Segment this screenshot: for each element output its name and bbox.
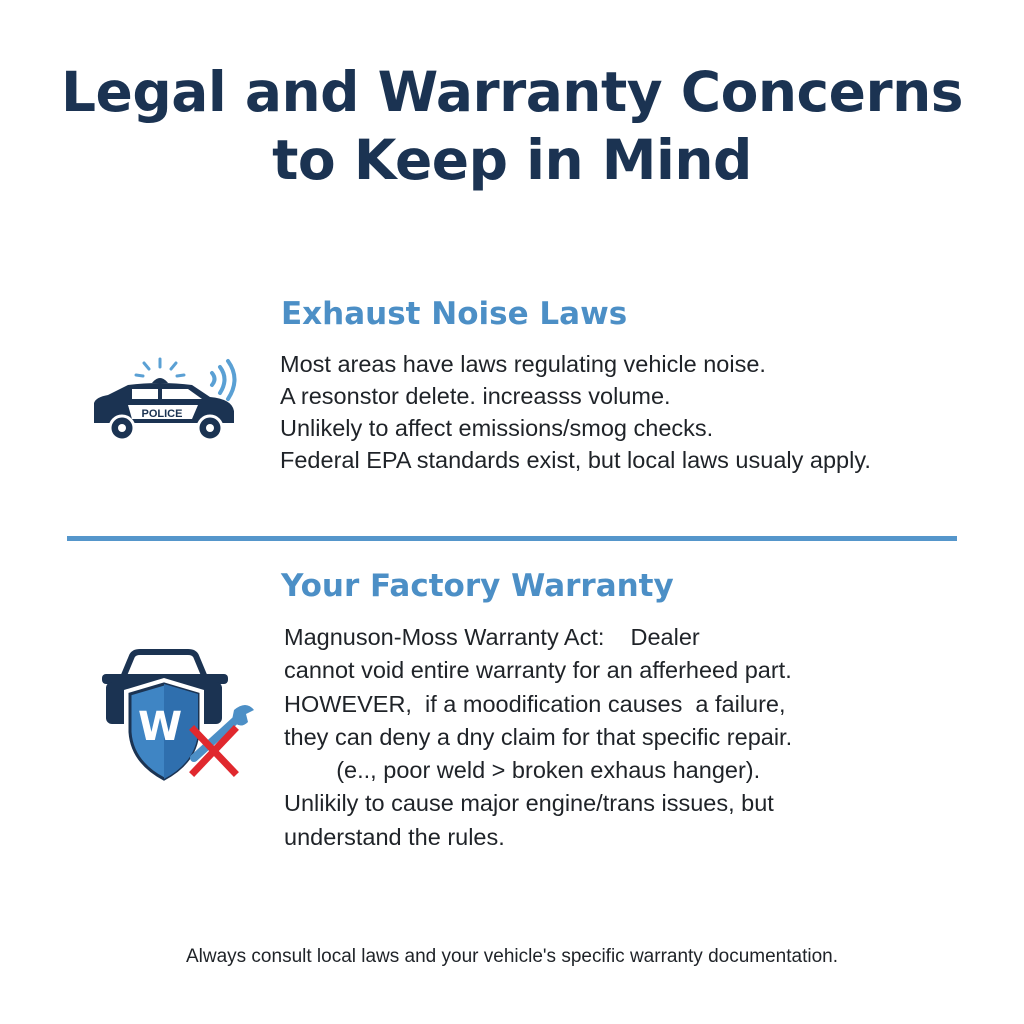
body-line: understand the rules. <box>284 823 505 850</box>
body-line: A resonstor delete. increasss volume. <box>280 383 671 409</box>
section-heading-exhaust-noise-laws: Exhaust Noise Laws <box>281 296 628 332</box>
title-line-1: Legal and Warranty Concerns <box>61 60 963 124</box>
body-line: cannot void entire warranty for an afferheed part. <box>284 657 792 684</box>
body-line: they can deny a dny claim for that specific repair. <box>284 723 793 750</box>
body-line: HOWEVER, if a moodification causes a failure, <box>284 690 786 717</box>
warranty-w-label: W <box>137 704 183 750</box>
body-line: Unlikely to affect emissions/smog checks. <box>280 415 714 441</box>
title-line-2: to Keep in Mind <box>272 128 752 192</box>
police-car-icon <box>88 355 240 443</box>
body-line: (e.., poor weld > broken exhaus hanger). <box>284 757 761 784</box>
footer-note: Always consult local laws and your vehicle's specific warranty documentation. <box>185 946 839 967</box>
body-line: Magnuson-Moss Warranty Act: Dealer <box>284 624 700 650</box>
body-line: Unlikily to cause major engine/trans issues, but <box>284 790 774 817</box>
body-line: Most areas have laws regulating vehicle noise. <box>280 351 766 377</box>
page-title <box>0 58 1024 194</box>
section-body-exhaust-noise-laws <box>280 348 871 476</box>
warranty-shield-icon <box>98 648 258 793</box>
section-body-factory-warranty <box>284 621 792 854</box>
police-label: POLICE <box>141 408 183 420</box>
body-line: Federal EPA standards exist, but local laws usualy apply. <box>280 447 871 473</box>
section-divider <box>67 536 957 541</box>
section-heading-factory-warranty: Your Factory Warranty <box>281 568 674 604</box>
